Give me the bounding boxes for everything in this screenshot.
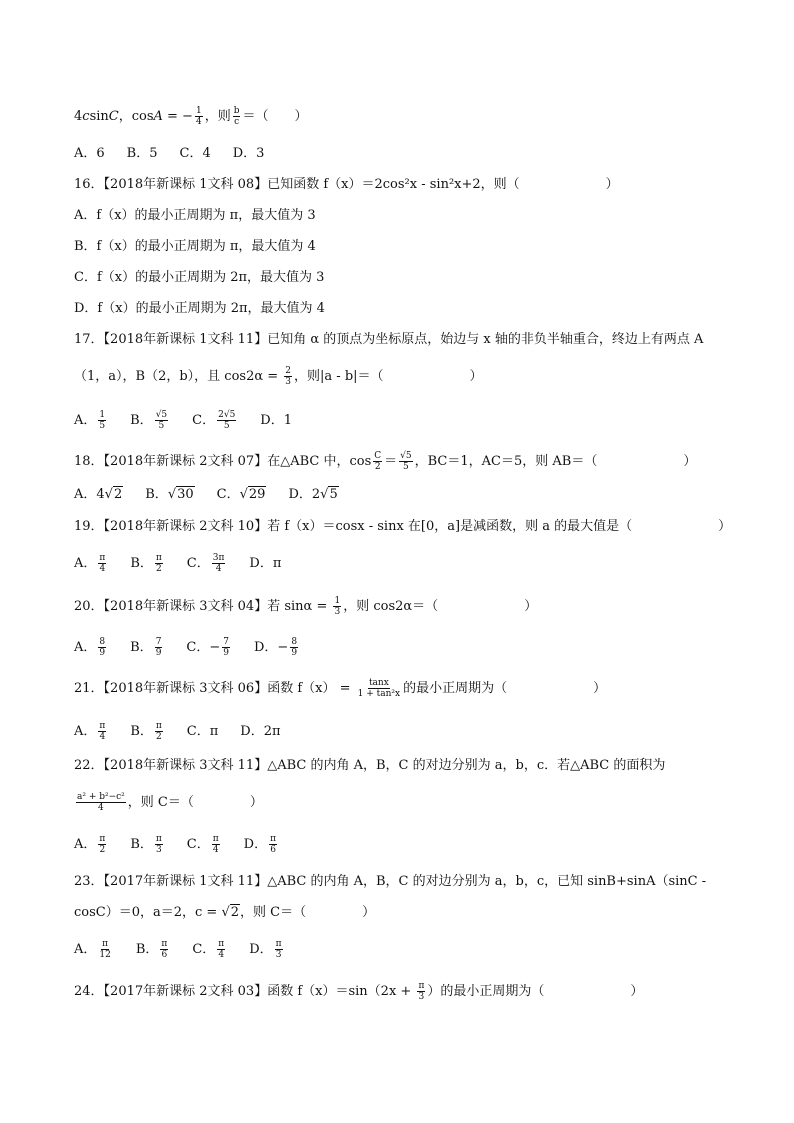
q20-stem: 20．【2018年新课标 3文科 04】若 sinα = $\frac{1}{3}$ ，则 cos2α＝（ ） xyxy=(74,596,538,617)
option-d: D． $\frac{\pi}{6}$ xyxy=(243,834,277,855)
option-a: A． $\frac{1}{5}$ xyxy=(74,410,106,431)
option-b: B． $\frac{7}{9}$ xyxy=(130,637,162,658)
q15-options xyxy=(74,145,286,163)
q21-stem: 21．【2018年新课标 3文科 06】函数 f（x） = $\frac{\tan x}{\text{1 + tan²x}}$ 的最小正周期为（ ） xyxy=(74,678,607,699)
option-a: A．6 xyxy=(74,146,105,161)
q23-options xyxy=(74,939,307,960)
option-b: B． $\frac{\pi}{3}$ xyxy=(130,834,162,855)
q19-stem: 19．【2018年新课标 2文科 10】若 f（x）＝cosx - sinx 在[0，a]是减函数，则 a 的最大值是（ ） xyxy=(74,519,732,534)
q18-stem: 18．【2018年新课标 2文科 07】在△ABC 中，cos $\frac{C}{2}$ ＝ $\frac{√5}{5}$ ，BC＝1，AC＝5，则 AB＝（ ） xyxy=(74,451,697,472)
q22-stem-line2: $\frac{\text{a² + b²−c²}}{4}$ ，则 C＝（ ） xyxy=(77,792,263,813)
option-d: D．3 xyxy=(232,146,265,161)
option-c: C． $\frac{2√5}{5}$ xyxy=(192,410,236,431)
q16-option-b: B．f（x）的最小正周期为 π，最大值为 4 xyxy=(74,239,316,254)
q23-stem-line1: 23．【2017年新课标 1文科 11】△ABC 的内角 A，B，C 的对边分别为 a，b，c，已知 sinB+sinA（sinC - xyxy=(74,874,707,889)
option-b: B．√30 xyxy=(145,487,194,502)
fraction: $\frac{1}{4}$ xyxy=(195,106,202,127)
option-c: C．√29 xyxy=(216,487,266,502)
q18-options xyxy=(74,486,361,504)
q19-options xyxy=(74,553,303,574)
option-d: D．2√5 xyxy=(288,487,338,502)
option-a: A．4√2 xyxy=(74,487,123,502)
q22-stem-line1: 22．【2018年新课标 3文科 11】△ABC 的内角 A，B，C 的对边分别为 a，b，c．若△ABC 的面积为 xyxy=(74,758,666,773)
q21-options xyxy=(74,721,303,742)
option-d: D．1 xyxy=(260,413,292,428)
option-c: C．4 xyxy=(179,146,211,161)
option-c: C． $\frac{\pi}{4}$ xyxy=(186,834,219,855)
option-d: D． $\frac{\pi}{3}$ xyxy=(249,939,282,960)
q20-options xyxy=(74,637,322,658)
option-b: B． $\frac{\pi}{2}$ xyxy=(130,553,162,574)
option-d: D．2π xyxy=(240,724,281,739)
option-b: B． $\frac{\pi}{6}$ xyxy=(135,939,168,960)
q24-stem: 24．【2017年新课标 2文科 03】函数 f（x）＝sin（2x + $\frac{\pi}{3}$ ）的最小正周期为（ ） xyxy=(74,981,644,1002)
fraction: $\frac{2}{3}$ xyxy=(285,366,292,387)
q17-stem-line2: （1，a），B（2，b），且 cos2α = $\frac{2}{3}$ ，则|a - b|＝（ ） xyxy=(74,366,483,387)
option-a: A． $\frac{\pi}{4}$ xyxy=(74,553,106,574)
q16-option-d: D．f（x）的最小正周期为 2π，最大值为 4 xyxy=(74,301,325,316)
option-a: A． $\frac{\pi}{2}$ xyxy=(74,834,106,855)
option-b: B． $\frac{√5}{5}$ xyxy=(130,410,168,431)
option-b: B． $\frac{\pi}{2}$ xyxy=(130,721,162,742)
fraction: $\frac{b}{c}$ xyxy=(233,106,240,127)
option-b: B．5 xyxy=(126,146,158,161)
option-d: D．π xyxy=(249,556,282,571)
q16-option-a: A．f（x）的最小正周期为 π，最大值为 3 xyxy=(74,208,316,223)
option-d: D．− $\frac{8}{9}$ xyxy=(254,637,298,658)
option-c: C． $\frac{\pi}{4}$ xyxy=(192,939,225,960)
option-c: C． $\frac{3\pi}{4}$ xyxy=(186,553,225,574)
q17-stem-line1: 17．【2018年新课标 1文科 11】已知角 α 的顶点为坐标原点，始边与 x 轴的非负半轴重合，终边上有两点 A xyxy=(74,332,704,347)
q23-stem-line2: cosC）＝0，a＝2，c = √2，则 C＝（ ） xyxy=(74,905,376,920)
q17-options xyxy=(74,410,314,431)
q16-option-c: C．f（x）的最小正周期为 2π，最大值为 3 xyxy=(74,270,325,285)
option-a: A． $\frac{\pi}{12}$ xyxy=(74,939,111,960)
option-a: A． $\frac{8}{9}$ xyxy=(74,637,106,658)
q16-stem: 16．【2018年新课标 1文科 08】已知函数 f（x）＝2cos²x - sin²x+2，则（ ） xyxy=(74,177,619,192)
option-c: C．π xyxy=(186,724,219,739)
option-a: A． $\frac{\pi}{4}$ xyxy=(74,721,106,742)
option-c: C．− $\frac{7}{9}$ xyxy=(186,637,229,658)
q22-options xyxy=(74,834,301,855)
q15-tail: 4csinC，cosA = − $\frac{1}{4}$ ，则 $\frac{b}{c}$ ＝（ ） xyxy=(74,106,308,127)
